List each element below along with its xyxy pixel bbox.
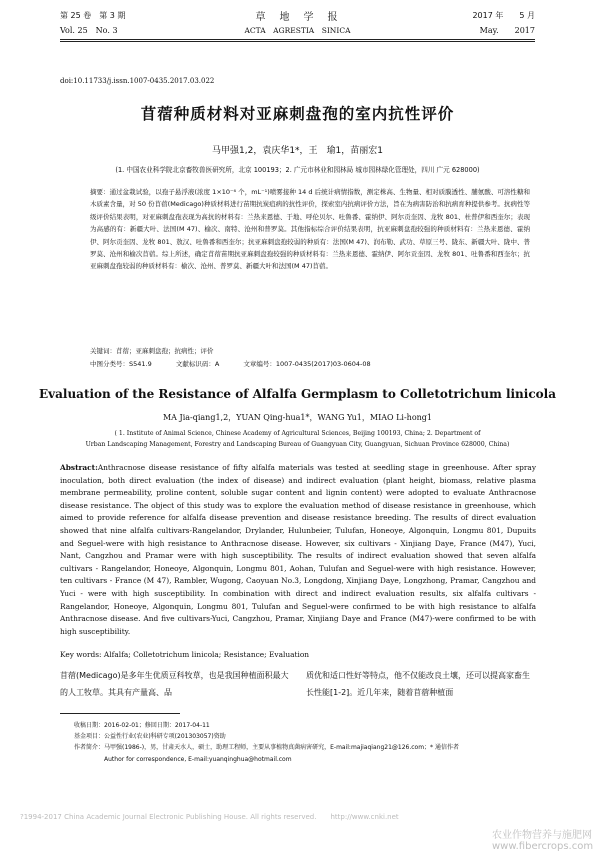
affiliation-en-line: Urban Landscaping Management, Forestry and Landscaping Bureau of Guangyuan City, Guangyuan, Sichuan Province 628000, China) xyxy=(85,441,510,448)
footnote-author: 作者简介：马甲强(1986-)，男，甘肃天水人，硕士，助理工程师，主要从事植物真菌病害研究，E-mail:majiaqiang21@126.com；* 通信作者 xyxy=(74,744,459,751)
header-rule-top xyxy=(60,39,535,40)
date-cn: 2017 年 5 月 xyxy=(472,11,535,20)
footnote-received: 收稿日期：2016-02-01；修回日期：2017-04-11 xyxy=(74,722,210,729)
footnote-funding: 基金项目：公益性行业(农业)科研专项(201303057)资助 xyxy=(74,733,226,740)
authors-en: MA Jia-qiang1,2，YUAN Qing-hua1*，WANG Yu1，MIAO Li-hong1 xyxy=(162,413,433,422)
volume-cn: 第 25 卷 第 3 期 xyxy=(60,11,126,20)
affiliation-en xyxy=(40,428,555,450)
body-column-left: 苜蓿(Medicago)是多年生优质豆科牧草，也是我国种植面积最大的人工牧草。其具有产量高、品 xyxy=(60,671,289,697)
abstract-en xyxy=(60,462,536,638)
header-rule-bottom xyxy=(60,41,535,42)
document-code: 文献标识码：A xyxy=(175,360,220,368)
keywords-en: Key words: Alfalfa; Colletotrichum linicola; Resistance; Evaluation xyxy=(60,650,310,659)
volume-en: Vol. 25 No. 3 xyxy=(60,26,118,35)
keywords-cn: 关键词：苜蓿；亚麻刺盘孢；抗病性；评价 xyxy=(90,347,214,355)
authors-cn: 马甲强1,2，袁庆华1*，王 瑜1，苗丽宏1 xyxy=(212,146,383,156)
title-cn: 苜蓿种质材料对亚麻刺盘孢的室内抗性评价 xyxy=(140,105,455,123)
body-column-right: 质优和适口性好等特点，他不仅能改良土壤，还可以提高家畜生长性能[1-2]。近几年来，随着苜蓿种植面 xyxy=(306,671,530,697)
clc-number: 中图分类号：S541.9 xyxy=(90,360,152,368)
date-en: May. 2017 xyxy=(479,26,535,35)
footnote-rule xyxy=(60,713,180,714)
abstract-en-text: Anthracnose disease resistance of fifty alfalfa materials was tested at seedling stage in greenhouse. After spray inoculation, both direct evaluation (the index of disease) and indirect evaluation (plant height, biomass, relative plasma membrane permeability, proline content, soluble sugar content and lignin content) were adopted to evaluate Anthracnose disease resistance. The object of this study was to explore the evaluation method of disease resistance in greenhouse, which aimed to provide reference for alfalfa disease prevention and disease resistance breeding. The results of direct evaluation showed that nine alfalfa cultivars-Rangelandor, Drylander, Hulunbeier, Tulufan, Honeoye, Algonquin, Longmu 801, Dupuits and Seguel-were with high resistance to Anthracnose disease. However, six cultivars - Xinjiang Daye, France (M47), Yuci, Nant, Cangzhou and Pramar were with high susceptibility. The results of indirect evaluation showed that seven alfalfa cultivars - Rangelandor, Honeoye, Algonquin, Longmu 801, Aohan, Tulufan and Seguel-were with high resistance. However, ten cultivars - France (M 47), Rambler, Wugong, Caoyuan No.3, Longdong, Xinjiang Daye, Longzhong, Pramar, Cangzhou and Yuci - were with high susceptibility. In combination with direct and indirect evaluation results, six alfalfa cultivars - Rangelandor, Honeoye, Algonquin, Longmu 801, Tulufan and Seguel-were confirmed to be with high resistance to alfalfa Anthracnose disease. And five cultivars-Yuci, Cangzhou, Pramar, Xinjiang Daye and France (M47)-were confirmed to be with high susceptibility. xyxy=(60,463,536,636)
copyright-footer: ?1994-2017 China Academic Journal Electronic Publishing House. All rights reserved. http://www.cnki.net xyxy=(20,813,399,821)
doi: doi:10.11733/j.issn.1007-0435.2017.03.022 xyxy=(60,77,215,85)
journal-title-cn: 草 地 学 报 xyxy=(255,12,340,23)
footnote-correspondence: Author for correspondence, E-mail:yuanqinghua@hotmail.com xyxy=(104,756,292,763)
abstract-en-label: Abstract: xyxy=(60,463,98,472)
affiliation-en-line: ( 1. Institute of Animal Science, Chinese Academy of Agricultural Sciences, Beijing 100193, China; 2. Department of xyxy=(114,430,481,437)
affiliation-cn: (1. 中国农业科学院北京畜牧兽医研究所，北京 100193；2. 广元市林业和园林局 城市园林绿化管理处，四川 广元 628000) xyxy=(115,166,480,174)
journal-title-en: ACTA AGRESTIA SINICA xyxy=(244,26,351,35)
article-number: 文章编号：1007-0435(2017)03-0604-08 xyxy=(243,360,371,368)
abstract-cn: 摘要：通过盆栽试验，以孢子悬浮液(浓度 1×10⁻⁶ 个，mL⁻¹)喷雾接种 14 d 后统计病情指数，测定株高、生物量、相对质膜透性、脯氨酸、可溶性糖和木质素含量，对 50 份苜蓿(Medicago)种质材料进行苗期抗炭疽病的抗性评价，探索室内抗病评价方法，旨在为病害防治和抗病育种提供参考。抗病性等级评价结果表明，对亚麻刺盘孢表现为高抗的材料有：兰热来恩德、于地、呼伦贝尔、吐鲁番、霍纳伊、阿尔贡奎因、龙牧 801、杜普伊和西奎尔；表现为高感的有：新疆大叶、法国(M 47)、榆次、南特、沧州和普罗莫。其他指标综合评价结果表明，抗亚麻刺盘孢较强的种质材料有：兰热来恩德、霍纳伊、阿尔贡奎因、龙牧 801、敖汉、吐鲁番和西奎尔；抗亚麻刺盘孢较弱的种质有：法国(M 47)、润布勒、武功、草原三号、陇东、新疆大叶、陇中、普罗莫、沧州和榆次苜蓿。综上所述，确定苜蓿苗期抗亚麻刺盘孢较强的种质材料有：兰热来恩德、霍纳伊、阿尔贡奎因、龙牧 801、吐鲁番和西奎尔；抗亚麻刺盘孢较弱的种质材料有：榆次、沧州、普罗莫、新疆大叶和法国(M 47)苜蓿。 xyxy=(90,188,530,271)
watermark: 农业作物营养与施肥网 www.fibercrops.com xyxy=(492,830,594,852)
classification-cn xyxy=(90,359,540,368)
title-en: Evaluation of the Resistance of Alfalfa Germplasm to Colletotrichum linicola xyxy=(39,387,556,401)
